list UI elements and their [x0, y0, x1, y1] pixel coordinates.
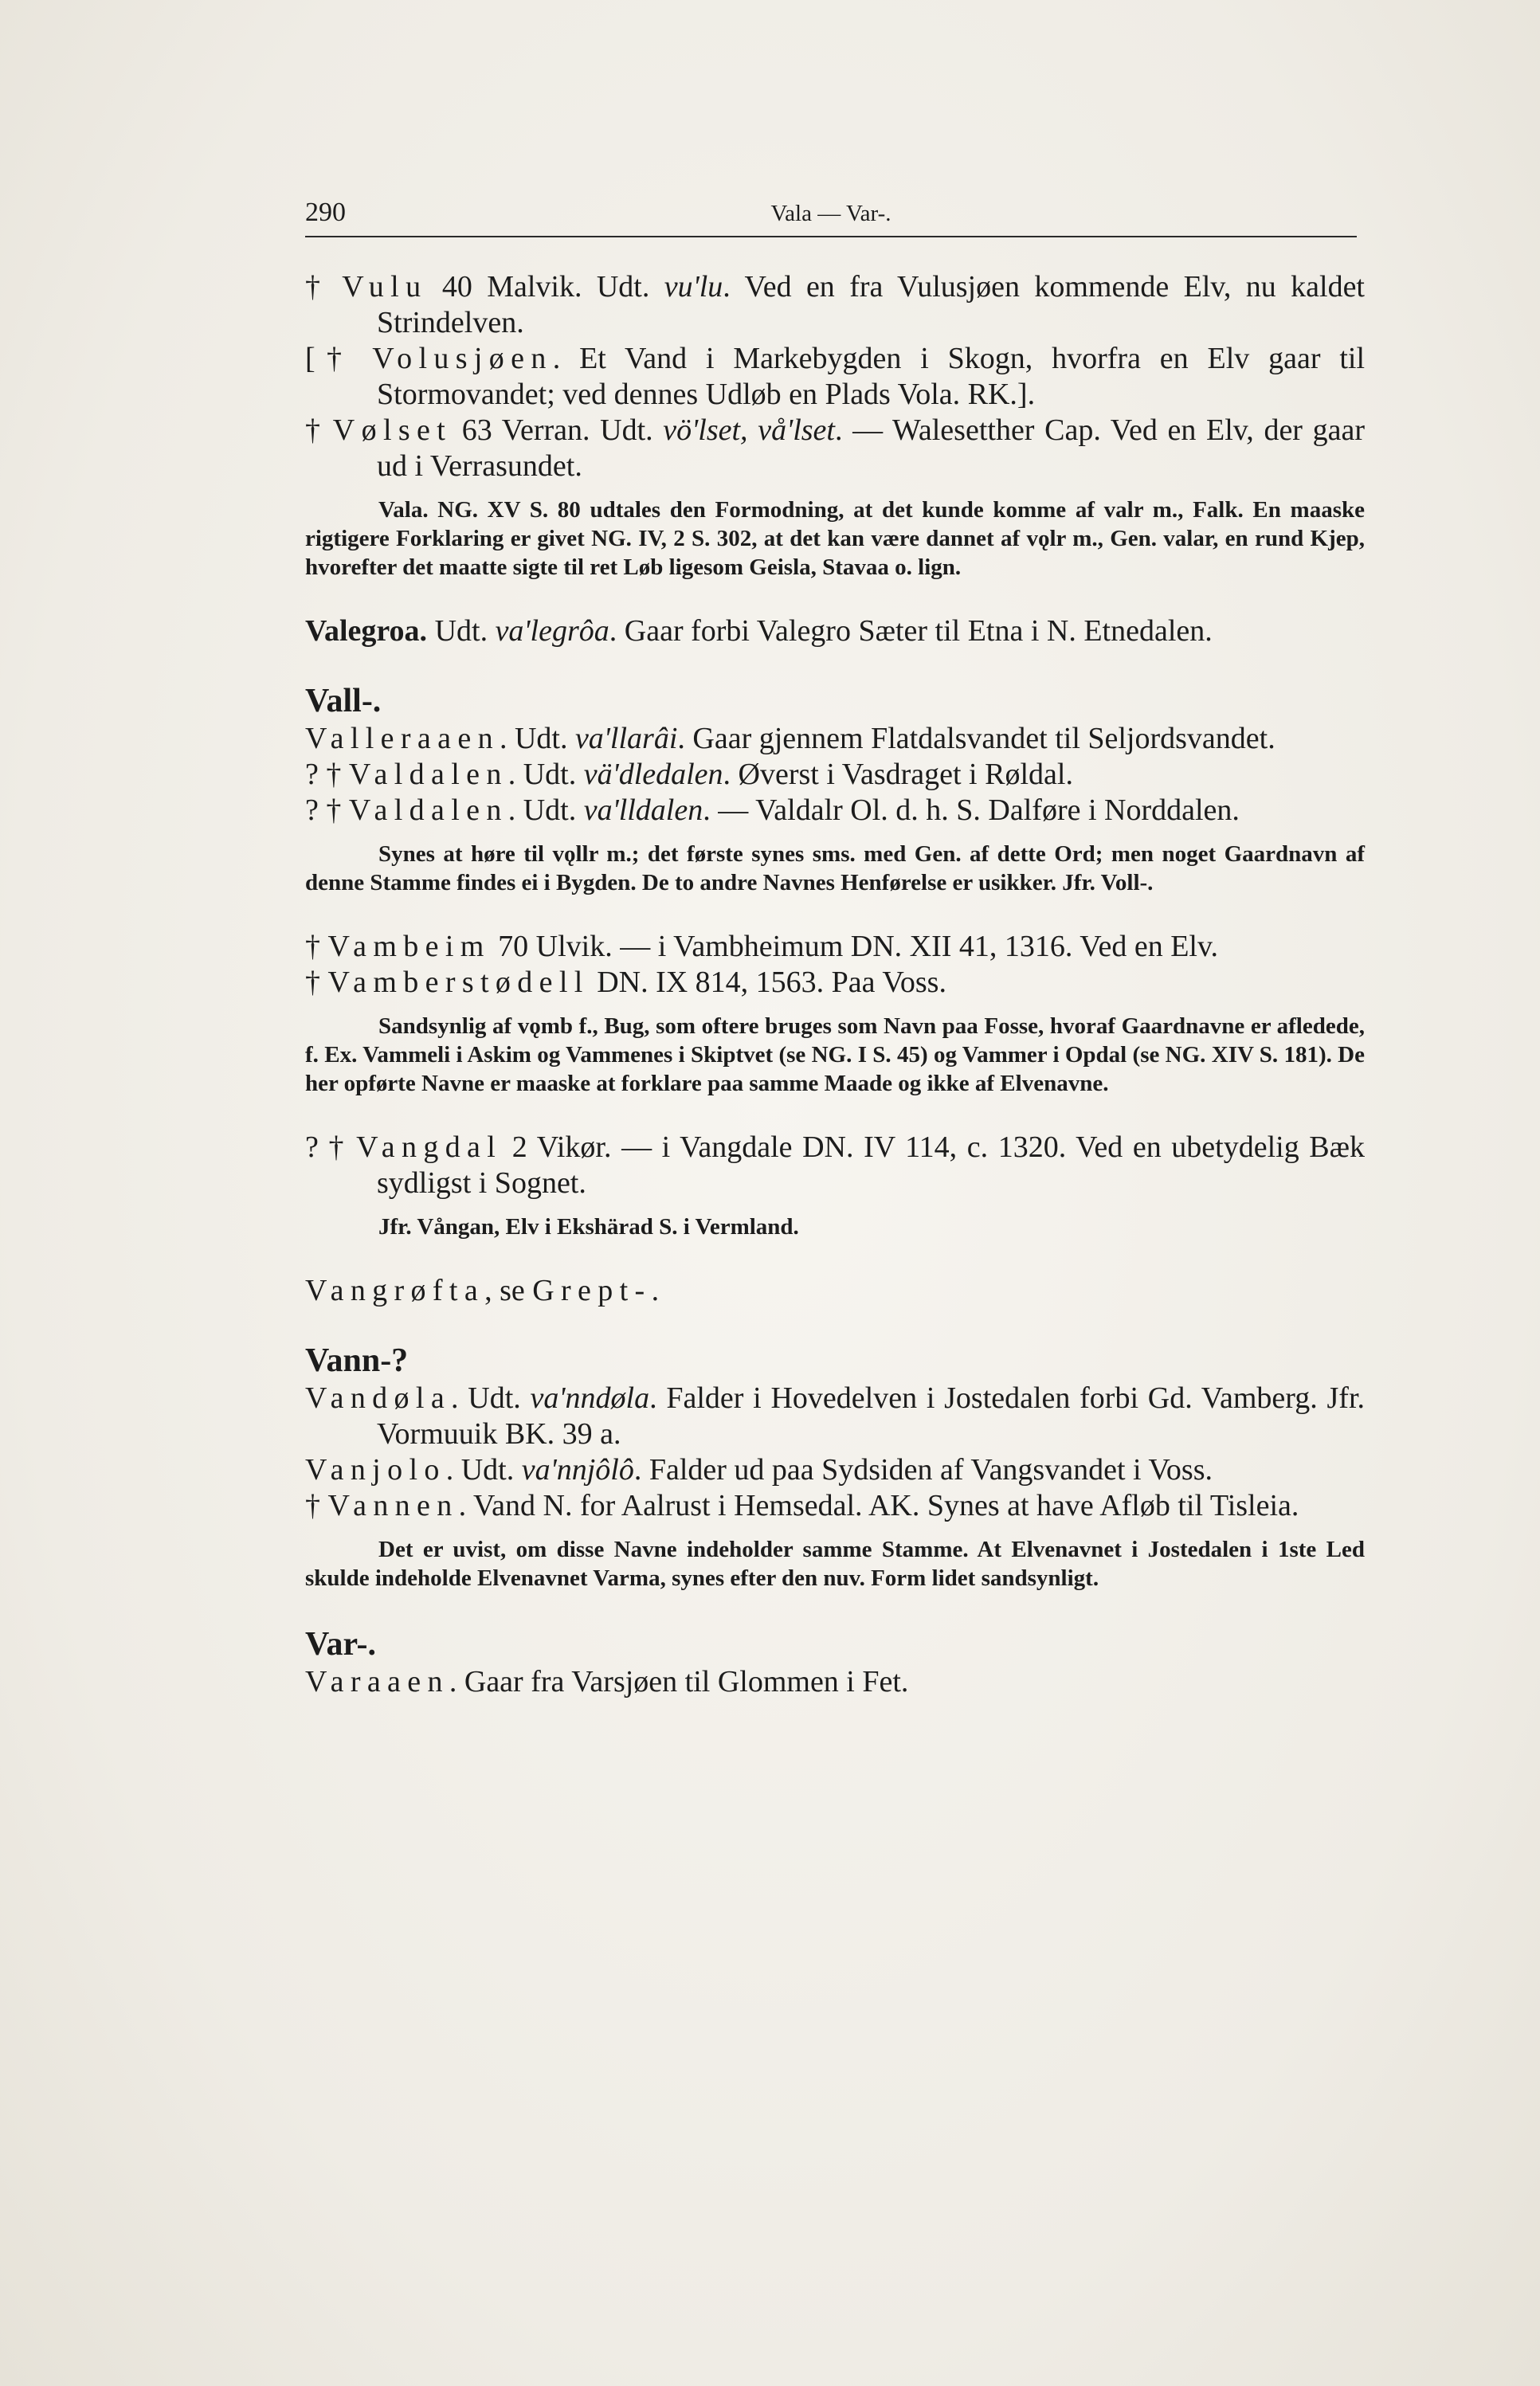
note-vann: Det er uvist, om disse Navne indeholder samme Stamme. At Elvenavnet i Jostedalen i 1ste Led skulde indeholde Elvenavnet Varma, synes efter den nuv. Form lidet sandsynligt.: [305, 1537, 1365, 1591]
entry-name: Volusjøen: [372, 342, 553, 375]
entry-vamberstodell: † Vamberstødell DN. IX 814, 1563. Paa Voss.: [305, 966, 946, 999]
entry-valleraaen: Valleraaen. Udt. va'llarâi. Gaar gjennem Flatdalsvandet til Seljordsvandet.: [305, 722, 1275, 755]
entry-valdalen-1: ? † Valdalen. Udt. vä'dledalen. Øverst i Vasdraget i Røldal.: [305, 758, 1073, 791]
entry-name: Vamberstødell: [327, 966, 590, 999]
entry-name: Vanjolo: [305, 1453, 446, 1487]
running-head: [305, 198, 1357, 236]
header-rule: [305, 236, 1357, 237]
note-vala: Vala. NG. XV S. 80 udtales den Formodning, at det kunde komme af valr m., Falk. En maaske rigtigere Forklaring er givet NG. IV, 2 S. 302, at det kan være dannet af vǫlr m., Gen. valar, en rund Kjep, hvorefter det maatte sigte til ret Løb ligesom Geisla, Stavaa o. lign.: [305, 497, 1365, 580]
entry-heading: Valegroa.: [305, 614, 428, 648]
section-heading-var: Var-.: [305, 1626, 377, 1663]
note-vangan: Jfr. Vångan, Elv i Ekshärad S. i Vermland.: [378, 1214, 799, 1240]
note-vall: Synes at høre til vǫllr m.; det første synes sms. med Gen. af dette Ord; men noget Gaardnavn af denne Stamme findes ei i Bygden. De to andre Navnes Henførelse er usikker. Jfr. Voll-.: [305, 841, 1365, 895]
entry-valdalen-2: ? † Valdalen. Udt. va'lldalen. — Valdalr Ol. d. h. S. Dalføre i Norddalen.: [305, 793, 1240, 827]
entry-vulu: † Vulu 40 Malvik. Udt. vu'lu. Ved en fra Vulusjøen kommende Elv, nu kaldet Strindelven.: [305, 270, 1365, 339]
entry-name: Vulu: [342, 270, 428, 304]
entry-name: Vølset: [332, 413, 453, 447]
entry-name: Vandøla: [305, 1381, 452, 1415]
entry-volusjoen: [† Volusjøen. Et Vand i Markebygden i Skogn, hvorfra en Elv gaar til Stormovandet; ved dennes Udløb en Plads Vola. RK.].: [305, 342, 1366, 411]
entry-volset: † Vølset 63 Verran. Udt. vö'lset, vå'lset. — Walesetther Cap. Ved en Elv, der gaar ud i Verrasundet.: [305, 413, 1365, 483]
entry-name: Vannen: [327, 1489, 459, 1522]
entry-valegroa: Valegroa. Udt. va'legrôa. Gaar forbi Valegro Sæter til Etna i N. Etnedalen.: [305, 614, 1213, 648]
entry-vanjolo: Vanjolo. Udt. va'nnjôlô. Falder ud paa Sydsiden af Vangsvandet i Voss.: [305, 1453, 1213, 1487]
entry-varaaen: Varaaen. Gaar fra Varsjøen til Glommen i Fet.: [305, 1665, 909, 1698]
entry-vangrofta: Vangrøfta, se Grept-.: [305, 1274, 660, 1307]
entry-vannen: † Vannen. Vand N. for Aalrust i Hemsedal. AK. Synes at have Afløb til Tisleia.: [305, 1489, 1299, 1522]
entry-vambeim: † Vambeim 70 Ulvik. — i Vambheimum DN. XII 41, 1316. Ved en Elv.: [305, 930, 1218, 963]
page-number: 290: [305, 198, 346, 227]
entry-name: Vambeim: [327, 930, 491, 963]
entry-name: Vangdal: [356, 1130, 503, 1164]
section-heading-vann: Vann-?: [305, 1342, 409, 1379]
entry-name: Varaaen: [305, 1665, 449, 1698]
note-vamb: Sandsynlig af vǫmb f., Bug, som oftere bruges som Navn paa Fosse, hvoraf Gaardnavne er afledede, f. Ex. Vammeli i Askim og Vammenes i Skiptvet (se NG. I S. 45) og Vammer i Opdal (se NG. XIV S. 181). De her opførte Navne er maaske at forklare paa samme Maade og ikke af Elvenavne.: [305, 1013, 1365, 1096]
entry-vandola: Vandøla. Udt. va'nndøla. Falder i Hovedelven i Jostedalen forbi Gd. Vamberg. Jfr. Vormuuik BK. 39 a.: [305, 1381, 1366, 1451]
entry-name: Valdalen: [348, 758, 508, 791]
entry-name: Valdalen: [348, 793, 508, 827]
entry-name: Valleraaen: [305, 722, 500, 755]
running-title: Vala — Var-.: [770, 201, 891, 226]
page-body: [305, 269, 1365, 1700]
cross-reference: Grept-: [532, 1274, 652, 1307]
entry-vangdal: ? † Vangdal 2 Vikør. — i Vangdale DN. IV 114, c. 1320. Ved en ubetydelig Bæk sydligst i Sognet.: [305, 1130, 1365, 1200]
entry-name: Vangrøfta: [305, 1274, 485, 1307]
section-heading-vall: Vall-.: [305, 683, 382, 719]
